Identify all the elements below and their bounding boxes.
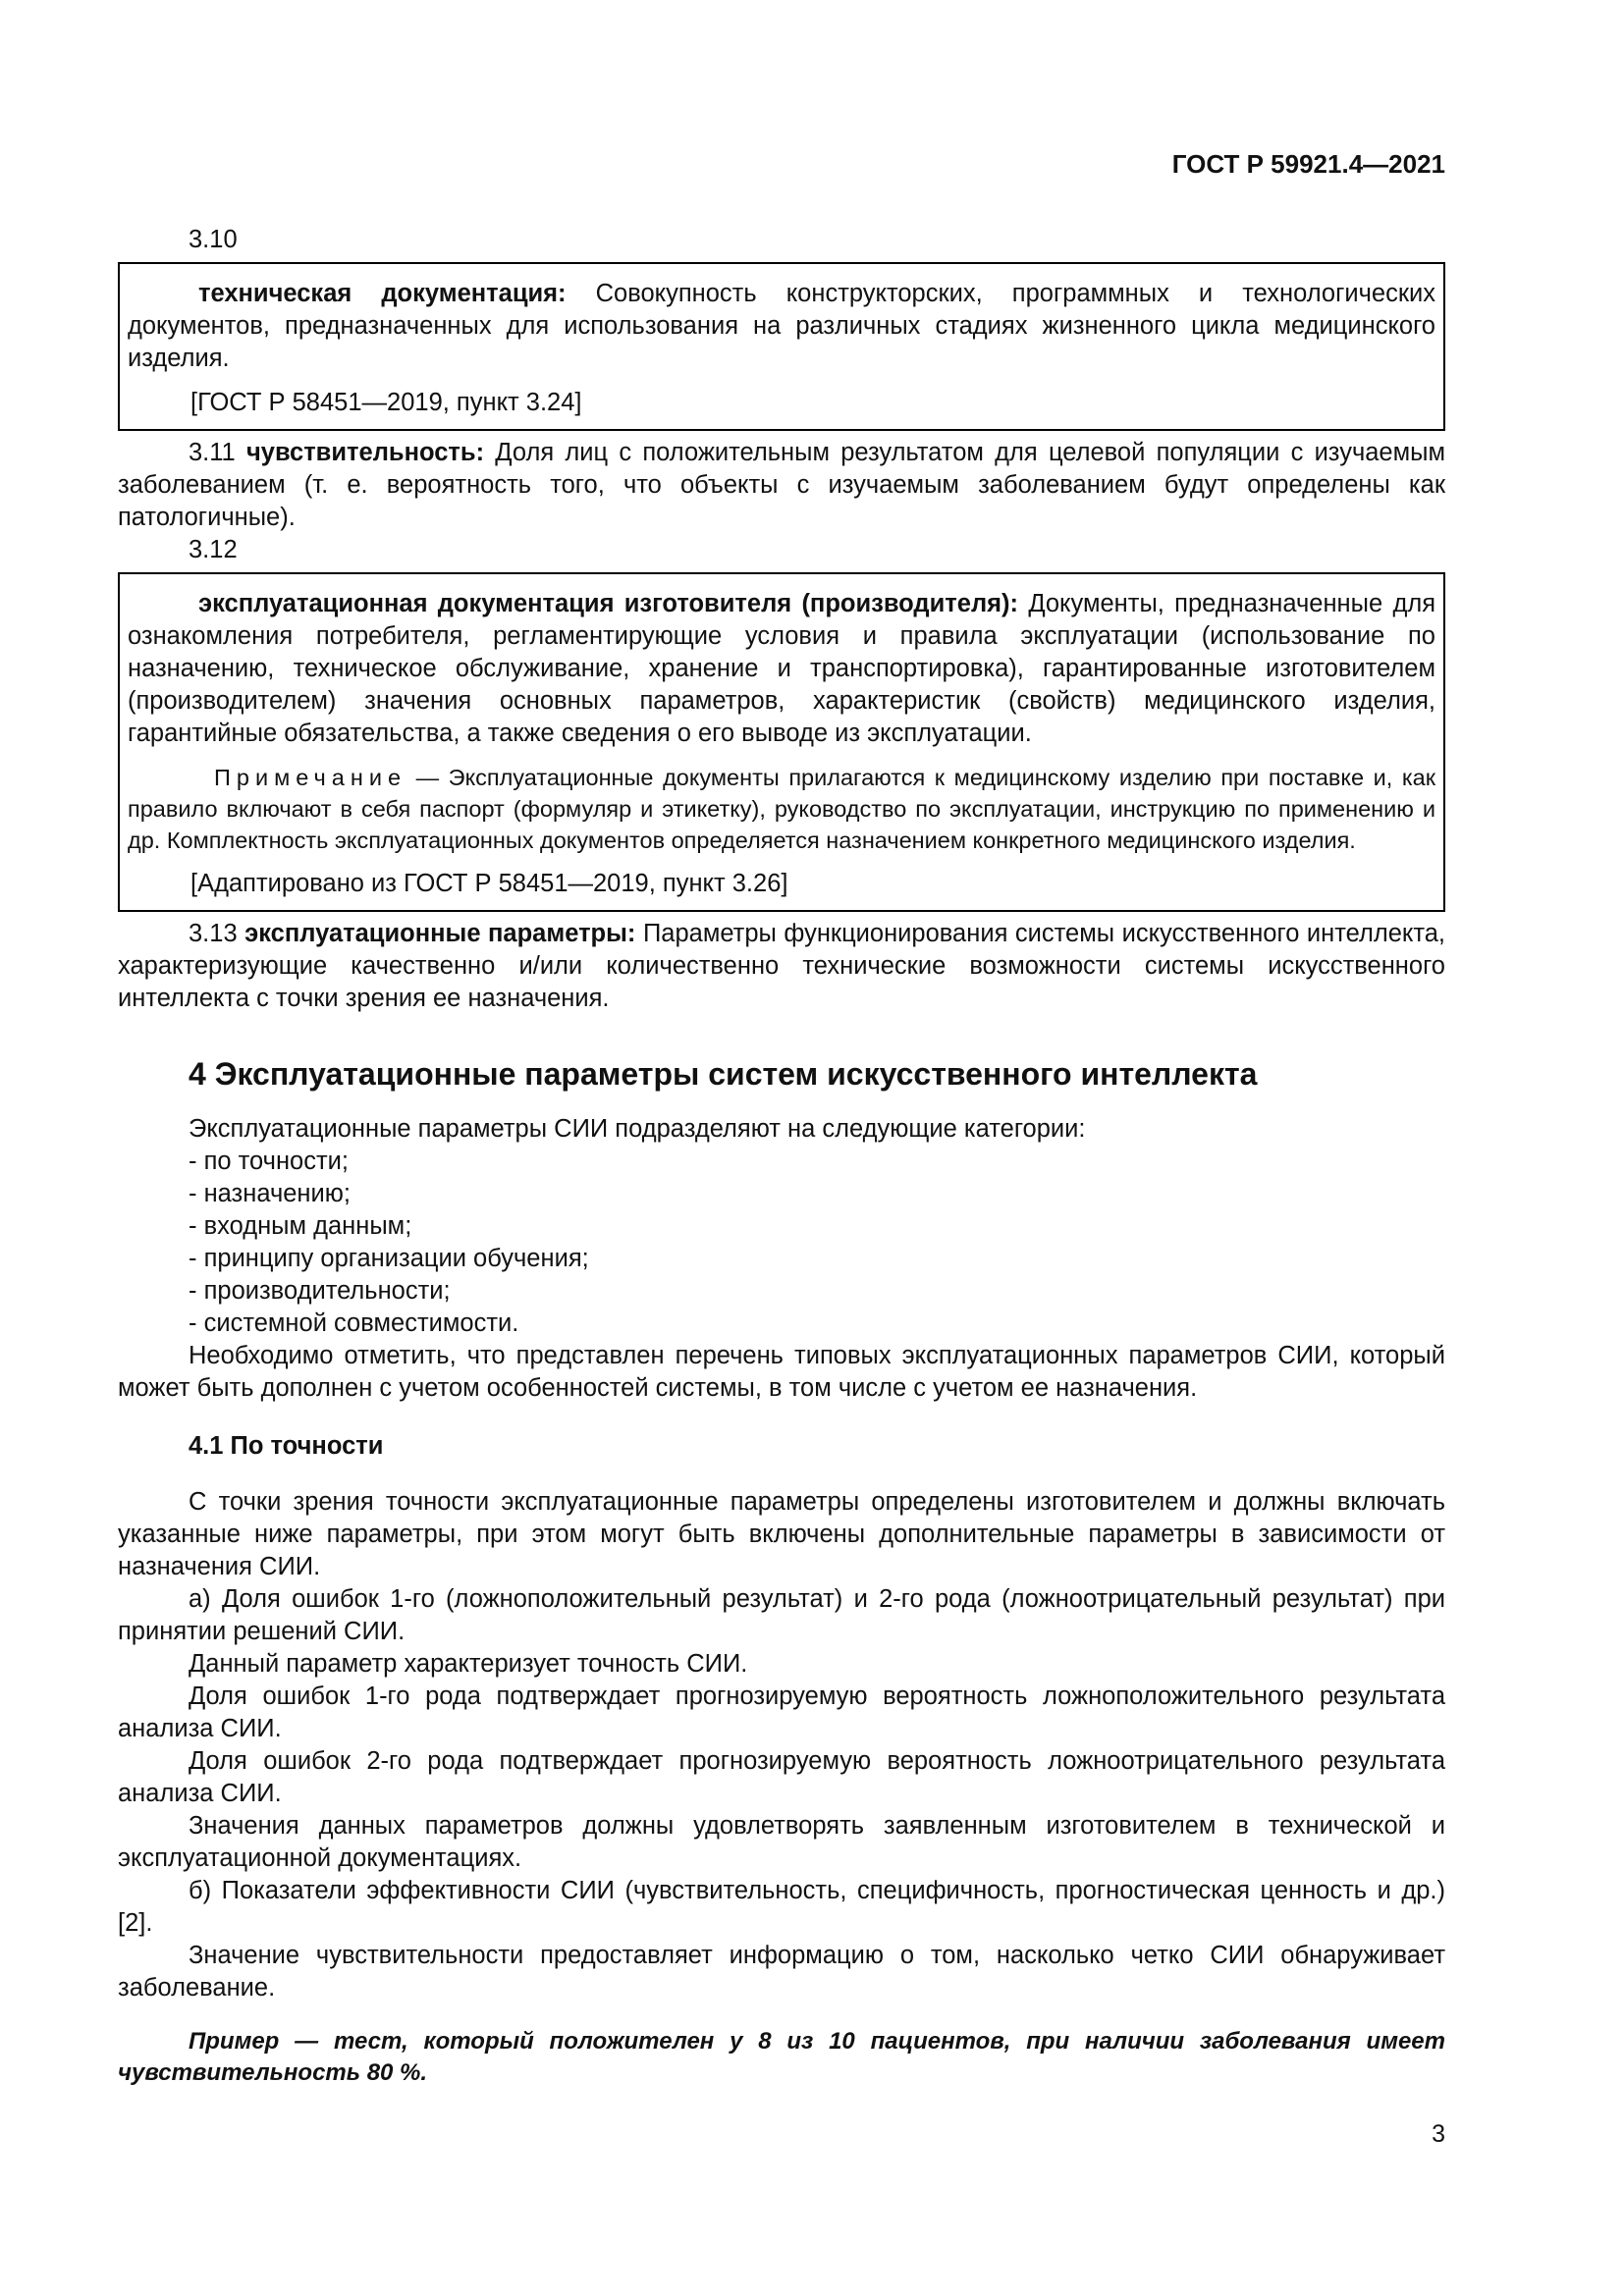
example-text: Пример — тест, который положителен у 8 из 10 пациентов, при наличии заболевания имеет чувствительность 80 %. xyxy=(118,2028,1445,2086)
list-item: - по точности; xyxy=(189,1148,349,1175)
list-item: - входным данным; xyxy=(189,1212,412,1240)
term-name: чувствительность: xyxy=(245,439,485,466)
term-number: 3.11 xyxy=(189,439,246,466)
note-label: Примечание xyxy=(214,765,407,790)
paragraph: С точки зрения точности эксплуатационные параметры определены изготовителем и должны включать указанные ниже параметры, при этом могут быть включены дополнительные параметры в зависимости от назначения СИИ. xyxy=(118,1488,1445,1580)
document-body xyxy=(118,224,1445,2089)
term-name: техническая документация: xyxy=(198,280,567,307)
document-header: ГОСТ Р 59921.4—2021 xyxy=(1171,149,1445,179)
section-4-1-heading: 4.1 По точности xyxy=(189,1432,384,1460)
term-text: Параметры функционирования системы искусственного интеллекта, характеризующие качественно и/или количественно технические возможности системы искусственного интеллекта с точки зрения ее назначения. xyxy=(118,920,1445,1012)
list-item: - назначению; xyxy=(189,1180,351,1207)
term-text: Доля лиц с положительным результатом для целевой популяции с изучаемым заболеванием (т. е. вероятность того, что объекты с изучаемым заболеванием будут определены как патологичные). xyxy=(118,439,1446,531)
paragraph: а) Доля ошибок 1-го (ложноположительный результат) и 2-го рода (ложноотрицательный результат) при принятии решений СИИ. xyxy=(118,1585,1445,1645)
term-text: Совокупность конструкторских, программных и технологических документов, предназначенных для использования на различных стадиях жизненного цикла медицинского изделия. xyxy=(128,280,1435,372)
section-4-intro: Эксплуатационные параметры СИИ подразделяют на следующие категории: xyxy=(189,1115,1086,1143)
term-definition-3-10 xyxy=(120,278,1443,375)
section-4-note: Необходимо отметить, что представлен перечень типовых эксплуатационных параметров СИИ, который может быть дополнен с учетом особенностей системы, в том числе с учетом ее назначения. xyxy=(118,1342,1445,1402)
term-definition-3-11 xyxy=(118,437,1445,534)
term-source: [Адаптировано из ГОСТ Р 58451—2019, пункт 3.26] xyxy=(190,870,788,897)
paragraph: б) Показатели эффективности СИИ (чувствительность, специфичность, прогностическая ценность и др.) [2]. xyxy=(118,1877,1445,1937)
term-note xyxy=(120,762,1443,856)
term-definition-3-12 xyxy=(120,588,1443,750)
term-number-3-12: 3.12 xyxy=(189,536,238,563)
list-item: - производительности; xyxy=(189,1277,451,1305)
list-item: - системной совместимости. xyxy=(189,1309,519,1337)
term-box-3-10 xyxy=(118,262,1445,431)
page-number: 3 xyxy=(1432,2120,1445,2148)
section-4-heading: 4 Эксплуатационные параметры систем искусственного интеллекта xyxy=(189,1056,1258,1092)
term-box-3-12 xyxy=(118,572,1445,912)
term-source: [ГОСТ Р 58451—2019, пункт 3.24] xyxy=(190,389,582,416)
note-text: — Эксплуатационные документы прилагаются к медицинскому изделию при поставке и, как правило включают в себя паспорт (формуляр и этикетку), руководство по эксплуатации, инструкцию по применению и др. Комплектность эксплуатационных документов определяется назначением конкретного медицинского изделия. xyxy=(128,765,1435,853)
paragraph: Доля ошибок 1-го рода подтверждает прогнозируемую вероятность ложноположительного результата анализа СИИ. xyxy=(118,1682,1445,1742)
list-item: - принципу организации обучения; xyxy=(189,1245,589,1272)
term-number-3-10: 3.10 xyxy=(189,226,238,253)
term-number: 3.13 xyxy=(189,920,245,947)
paragraph: Значение чувствительности предоставляет информацию о том, насколько четко СИИ обнаруживает заболевание. xyxy=(118,1942,1445,2002)
term-text: Документы, предназначенные для ознакомления потребителя, регламентирующие условия и правила эксплуатации (использование по назначению, техническое обслуживание, хранение и транспортировка), гарантированные изготовителем (производителем) значения основных параметров, характеристик (свойств) медицинского изделия, гарантийные обязательства, а также сведения о его выводе из эксплуатации. xyxy=(128,590,1436,747)
paragraph: Данный параметр характеризует точность СИИ. xyxy=(189,1650,748,1678)
paragraph: Доля ошибок 2-го рода подтверждает прогнозируемую вероятность ложноотрицательного результата анализа СИИ. xyxy=(118,1747,1445,1807)
paragraph: Значения данных параметров должны удовлетворять заявленным изготовителем в технической и эксплуатационной документациях. xyxy=(118,1812,1445,1872)
category-list xyxy=(118,1146,1445,1340)
term-name: эксплуатационная документация изготовителя (производителя): xyxy=(198,590,1019,617)
term-definition-3-13 xyxy=(118,918,1445,1015)
term-name: эксплуатационные параметры: xyxy=(244,920,636,947)
